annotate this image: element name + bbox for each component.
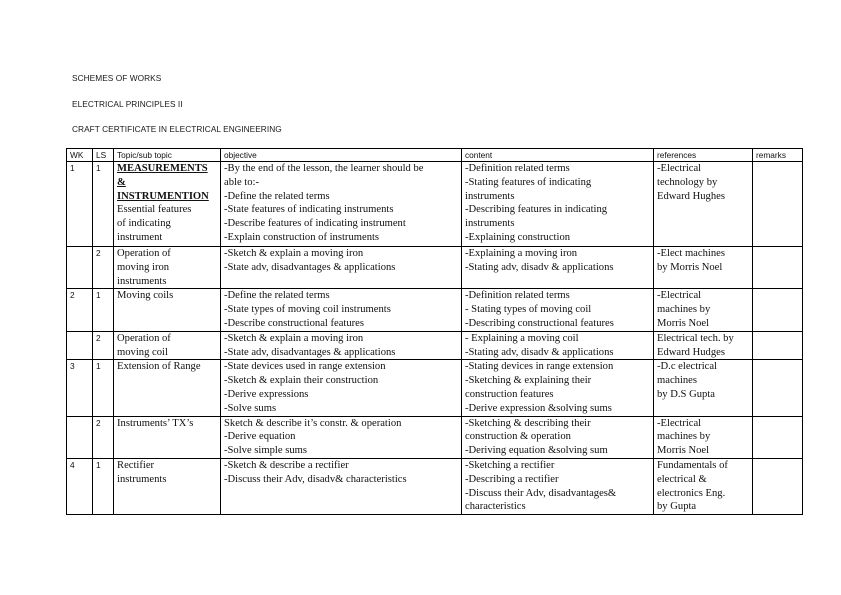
content-cell-line: -Discuss their Adv, disadvantages& [465, 487, 617, 499]
topic-cell-line: instrument [117, 231, 163, 243]
references-cell [654, 416, 753, 458]
references-cell-line: Morris Noel [657, 317, 710, 329]
table-row [67, 360, 803, 416]
objective-cell-line: -State devices used in range extension [224, 361, 386, 373]
content-cell-line: - Explaining a moving coil [465, 332, 579, 344]
topic-cell-line: of indicating [117, 218, 171, 230]
remarks-cell [753, 416, 803, 458]
references-cell [654, 289, 753, 331]
content-cell-line: -Deriving equation &solving sum [465, 445, 608, 457]
references-cell-line: technology by [657, 176, 718, 188]
objective-cell-line: -Explain construction of instruments [224, 231, 380, 243]
column-header-references: references [654, 149, 753, 162]
references-cell-line: electronics Eng. [657, 487, 726, 499]
document-title: SCHEMES OF WORKS [72, 73, 162, 83]
content-cell-line: -Stating features of indicating [465, 176, 592, 188]
objective-cell [221, 331, 462, 360]
content-cell [462, 247, 654, 289]
references-cell-line: by Morris Noel [657, 261, 723, 273]
topic-cell [114, 416, 221, 458]
content-cell-line: -Definition related terms [465, 290, 570, 302]
column-header-topic: Topic/sub topic [114, 149, 221, 162]
objective-cell-line: -Sketch & explain a moving iron [224, 248, 364, 259]
references-cell-line: -D.c electrical [657, 361, 717, 373]
week-cell [67, 416, 93, 458]
table-row [67, 162, 803, 247]
objective-cell-line: Sketch & describe it’s constr. & operation [224, 417, 402, 429]
objective-cell-line: -Sketch & explain a moving iron [224, 332, 364, 344]
references-cell-line: Morris Noel [657, 445, 710, 457]
references-cell [654, 331, 753, 360]
column-header-wk: WK [67, 149, 93, 162]
content-cell-line: -Sketching & explaining their [465, 375, 592, 387]
content-cell [462, 289, 654, 331]
topic-cell-line: Extension of Range [117, 361, 201, 373]
content-cell-line: -Sketching a rectifier [465, 459, 555, 471]
objective-cell-line: -State adv, disadvantages & applications [224, 346, 396, 358]
remarks-cell [753, 289, 803, 331]
objective-cell-line: -Sketch & explain their construction [224, 375, 379, 387]
content-cell-line: construction features [465, 388, 554, 400]
topic-cell [114, 458, 221, 514]
topic-cell-line: instruments [117, 275, 167, 287]
objective-cell-line: able to:- [224, 176, 260, 188]
subject-title: ELECTRICAL PRINCIPLES II [72, 99, 183, 109]
remarks-cell [753, 162, 803, 247]
column-header-remarks: remarks [753, 149, 803, 162]
column-header-content: content [462, 149, 654, 162]
objective-cell-line: -Derive expressions [224, 388, 309, 400]
topic-cell [114, 289, 221, 331]
references-cell-line: Electrical tech. by [657, 332, 734, 344]
topic-cell-line: Moving coils [117, 290, 174, 302]
remarks-cell [753, 458, 803, 514]
references-cell-line: -Electrical [657, 417, 702, 429]
table-header-row [67, 149, 803, 162]
content-cell-line: - Stating types of moving coil [465, 304, 592, 316]
objective-cell-line: -State features of indicating instruments [224, 204, 394, 216]
content-cell-line: characteristics [465, 501, 526, 513]
content-cell-line: instruments [465, 218, 515, 230]
content-cell-line: -Describing a rectifier [465, 473, 559, 485]
topic-cell-line: Operation of [117, 248, 171, 259]
content-cell [462, 416, 654, 458]
topic-cell-line: instruments [117, 473, 167, 485]
topic-heading-line: & [117, 176, 126, 188]
references-cell-line: Fundamentals of [657, 459, 728, 471]
objective-cell-line: -Sketch & describe a rectifier [224, 459, 349, 471]
topic-heading-line: INSTRUMENTION [117, 190, 209, 202]
remarks-cell [753, 331, 803, 360]
topic-cell-line: Instruments’ TX’s [117, 417, 194, 429]
topic-cell [114, 360, 221, 416]
objective-cell-line: -Solve sums [224, 402, 277, 414]
references-cell-line: Edward Hudges [657, 346, 725, 358]
objective-cell-line: -Describe features of indicating instrument [224, 218, 406, 230]
table-row [67, 331, 803, 360]
objective-cell-line: -Derive equation [224, 431, 296, 443]
content-cell-line: -Describing constructional features [465, 317, 614, 329]
references-cell-line: by Gupta [657, 501, 697, 513]
objective-cell-line: -Define the related terms [224, 290, 330, 302]
content-cell [462, 360, 654, 416]
references-cell [654, 360, 753, 416]
objective-cell-line: -Discuss their Adv, disadv& characteristics [224, 473, 407, 485]
content-cell-line: -Stating adv, disadv & applications [465, 261, 614, 273]
objective-cell-line: -State types of moving coil instruments [224, 304, 391, 316]
topic-cell-line: Essential features [117, 204, 192, 216]
scheme-of-work-table [66, 148, 803, 515]
week-cell: 3 [67, 360, 93, 416]
table-row [67, 289, 803, 331]
references-cell-line: machines by [657, 431, 711, 443]
lesson-cell: 1 [93, 289, 114, 331]
week-cell [67, 247, 93, 289]
content-cell-line: -Explaining construction [465, 231, 571, 243]
remarks-cell [753, 247, 803, 289]
objective-cell-line: -Solve simple sums [224, 445, 307, 457]
lesson-cell: 2 [93, 247, 114, 289]
objective-cell [221, 289, 462, 331]
topic-cell-line: Operation of [117, 332, 171, 344]
lesson-cell: 1 [93, 458, 114, 514]
column-header-objective: objective [221, 149, 462, 162]
topic-cell-line: moving coil [117, 346, 168, 358]
topic-cell-line: moving iron [117, 261, 170, 273]
lesson-cell: 2 [93, 416, 114, 458]
references-cell-line: electrical & [657, 473, 707, 485]
objective-cell [221, 162, 462, 247]
objective-cell-line: -Describe constructional features [224, 317, 365, 329]
references-cell [654, 247, 753, 289]
week-cell [67, 331, 93, 360]
content-cell-line: -Stating devices in range extension [465, 361, 614, 373]
references-cell [654, 162, 753, 247]
content-cell-line: -Sketching & describing their [465, 417, 591, 429]
topic-cell-line: Rectifier [117, 459, 155, 471]
content-cell-line: -Definition related terms [465, 163, 570, 174]
references-cell-line: -Electrical [657, 163, 702, 174]
topic-cell [114, 162, 221, 247]
objective-cell [221, 458, 462, 514]
references-cell-line: Edward Hughes [657, 190, 725, 202]
content-cell-line: instruments [465, 190, 515, 202]
lesson-cell: 1 [93, 162, 114, 247]
table-row [67, 458, 803, 514]
objective-cell-line: -Define the related terms [224, 190, 330, 202]
week-cell: 2 [67, 289, 93, 331]
course-title: CRAFT CERTIFICATE IN ELECTRICAL ENGINEERING [72, 124, 282, 134]
objective-cell-line: -By the end of the lesson, the learner should be [224, 163, 424, 174]
lesson-cell: 2 [93, 331, 114, 360]
references-cell-line: -Elect machines [657, 248, 725, 259]
content-cell-line: construction & operation [465, 431, 571, 443]
objective-cell [221, 247, 462, 289]
objective-cell-line: -State adv, disadvantages & applications [224, 261, 396, 273]
topic-cell [114, 247, 221, 289]
week-cell: 4 [67, 458, 93, 514]
content-cell [462, 162, 654, 247]
topic-heading-line: MEASUREMENTS [117, 163, 208, 174]
references-cell-line: machines [657, 375, 698, 387]
objective-cell [221, 416, 462, 458]
content-cell-line: -Explaining a moving iron [465, 248, 578, 259]
content-cell-line: -Stating adv, disadv & applications [465, 346, 614, 358]
table-row [67, 416, 803, 458]
references-cell-line: by D.S Gupta [657, 388, 715, 400]
content-cell-line: -Derive expression &solving sums [465, 402, 612, 414]
lesson-cell: 1 [93, 360, 114, 416]
remarks-cell [753, 360, 803, 416]
content-cell-line: -Describing features in indicating [465, 204, 608, 216]
column-header-ls: LS [93, 149, 114, 162]
objective-cell [221, 360, 462, 416]
content-cell [462, 331, 654, 360]
table-row [67, 247, 803, 289]
week-cell: 1 [67, 162, 93, 247]
references-cell [654, 458, 753, 514]
references-cell-line: machines by [657, 304, 711, 316]
topic-cell [114, 331, 221, 360]
references-cell-line: -Electrical [657, 290, 702, 302]
content-cell [462, 458, 654, 514]
